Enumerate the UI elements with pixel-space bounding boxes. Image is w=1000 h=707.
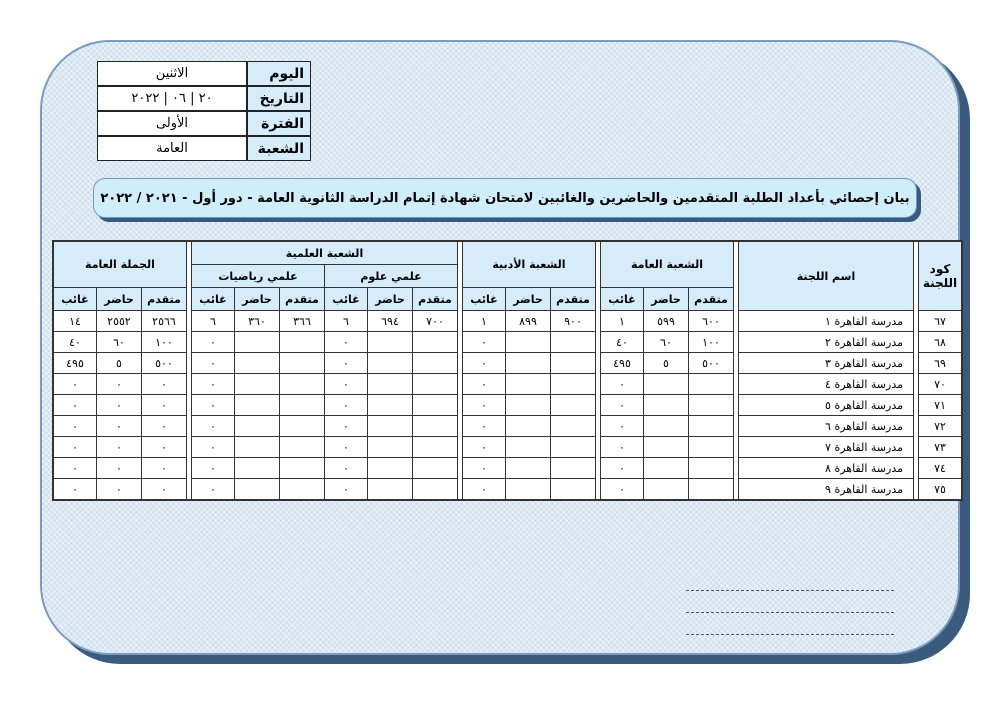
literary-present-cell bbox=[506, 374, 551, 395]
sci-science-applied-cell bbox=[413, 416, 458, 437]
committee-code-cell: ٧٥ bbox=[919, 479, 963, 501]
total-absent-cell: ٠ bbox=[53, 395, 97, 416]
sci-math-applied-cell bbox=[280, 458, 325, 479]
sci-math-absent-cell: ٠ bbox=[192, 479, 235, 501]
subheader-present: حاضر bbox=[97, 288, 142, 311]
header-sci-math: علمي رياضيات bbox=[192, 265, 325, 288]
col-gap bbox=[187, 353, 192, 374]
table-row bbox=[53, 416, 962, 437]
table-row bbox=[53, 374, 962, 395]
table-row bbox=[53, 479, 962, 501]
sci-science-applied-cell bbox=[413, 332, 458, 353]
col-gap bbox=[187, 311, 192, 332]
col-gap bbox=[458, 374, 463, 395]
col-gap bbox=[734, 374, 739, 395]
sci-science-absent-cell: ٠ bbox=[325, 416, 368, 437]
literary-present-cell bbox=[506, 416, 551, 437]
literary-absent-cell: ٠ bbox=[463, 479, 506, 501]
col-gap bbox=[596, 416, 601, 437]
info-row-day bbox=[97, 61, 311, 86]
table-row bbox=[53, 311, 962, 332]
committee-name-cell: مدرسة القاهرة ١ bbox=[739, 311, 914, 332]
col-gap bbox=[914, 479, 919, 501]
total-absent-cell: ٤٩٥ bbox=[53, 353, 97, 374]
col-gap bbox=[914, 311, 919, 332]
total-present-cell: ٠ bbox=[97, 437, 142, 458]
col-gap bbox=[458, 437, 463, 458]
subheader-applied: متقدم bbox=[413, 288, 458, 311]
col-gap bbox=[596, 332, 601, 353]
subheader-absent: غائب bbox=[192, 288, 235, 311]
total-present-cell: ٠ bbox=[97, 479, 142, 501]
col-gap bbox=[596, 479, 601, 501]
total-applied-cell: ٥٠٠ bbox=[142, 353, 187, 374]
header-general: الشعبة العامة bbox=[601, 241, 734, 288]
sci-science-present-cell bbox=[368, 332, 413, 353]
subheader-applied: متقدم bbox=[142, 288, 187, 311]
literary-absent-cell: ٠ bbox=[463, 374, 506, 395]
committee-name-cell: مدرسة القاهرة ٥ bbox=[739, 395, 914, 416]
general-absent-cell: ٤٩٥ bbox=[601, 353, 644, 374]
info-row-date bbox=[97, 86, 311, 111]
sci-science-present-cell bbox=[368, 353, 413, 374]
subheader-present: حاضر bbox=[368, 288, 413, 311]
sci-math-present-cell bbox=[235, 479, 280, 501]
sci-math-absent-cell: ٠ bbox=[192, 458, 235, 479]
general-present-cell: ٦٠ bbox=[644, 332, 689, 353]
total-applied-cell: ٠ bbox=[142, 437, 187, 458]
literary-absent-cell: ٠ bbox=[463, 458, 506, 479]
committee-code-cell: ٦٩ bbox=[919, 353, 963, 374]
total-applied-cell: ٠ bbox=[142, 374, 187, 395]
col-gap bbox=[458, 311, 463, 332]
general-absent-cell: ٠ bbox=[601, 395, 644, 416]
literary-applied-cell bbox=[551, 332, 596, 353]
table-row bbox=[53, 395, 962, 416]
committee-code-cell: ٧٢ bbox=[919, 416, 963, 437]
literary-present-cell bbox=[506, 353, 551, 374]
general-applied-cell bbox=[689, 374, 734, 395]
col-gap bbox=[187, 395, 192, 416]
col-gap bbox=[596, 458, 601, 479]
header-total: الجملة العامة bbox=[53, 241, 187, 288]
literary-present-cell bbox=[506, 479, 551, 501]
total-present-cell: ٦٠ bbox=[97, 332, 142, 353]
sci-math-absent-cell: ٠ bbox=[192, 353, 235, 374]
sci-science-applied-cell bbox=[413, 479, 458, 501]
sci-math-applied-cell bbox=[280, 395, 325, 416]
sci-math-applied-cell: ٣٦٦ bbox=[280, 311, 325, 332]
col-gap bbox=[596, 395, 601, 416]
col-gap bbox=[596, 437, 601, 458]
sci-science-applied-cell bbox=[413, 458, 458, 479]
section-value: العامة bbox=[97, 136, 247, 161]
sci-math-applied-cell bbox=[280, 353, 325, 374]
sci-science-present-cell bbox=[368, 416, 413, 437]
col-gap bbox=[458, 416, 463, 437]
signature-line-1 bbox=[686, 590, 894, 591]
col-gap bbox=[187, 437, 192, 458]
col-gap bbox=[187, 374, 192, 395]
header-sci-science: علمي علوم bbox=[325, 265, 458, 288]
committee-code-cell: ٧٠ bbox=[919, 374, 963, 395]
total-applied-cell: ٠ bbox=[142, 479, 187, 501]
committee-name-cell: مدرسة القاهرة ٩ bbox=[739, 479, 914, 501]
col-gap bbox=[596, 353, 601, 374]
general-absent-cell: ٠ bbox=[601, 458, 644, 479]
subheader-absent: غائب bbox=[601, 288, 644, 311]
table-row bbox=[53, 437, 962, 458]
sci-science-present-cell bbox=[368, 437, 413, 458]
general-applied-cell bbox=[689, 479, 734, 501]
header-name: اسم اللجنة bbox=[739, 241, 914, 311]
report-title-banner bbox=[93, 178, 917, 218]
sci-math-present-cell bbox=[235, 437, 280, 458]
general-applied-cell bbox=[689, 416, 734, 437]
general-absent-cell: ٠ bbox=[601, 416, 644, 437]
total-applied-cell: ٠ bbox=[142, 395, 187, 416]
col-gap bbox=[187, 479, 192, 501]
col-gap bbox=[187, 332, 192, 353]
total-present-cell: ٠ bbox=[97, 374, 142, 395]
subheader-present: حاضر bbox=[506, 288, 551, 311]
sci-math-applied-cell bbox=[280, 437, 325, 458]
total-absent-cell: ٠ bbox=[53, 479, 97, 501]
col-gap bbox=[187, 416, 192, 437]
total-absent-cell: ٠ bbox=[53, 458, 97, 479]
col-gap bbox=[458, 353, 463, 374]
sci-math-present-cell bbox=[235, 353, 280, 374]
general-absent-cell: ٠ bbox=[601, 437, 644, 458]
general-present-cell bbox=[644, 395, 689, 416]
total-present-cell: ٢٥٥٢ bbox=[97, 311, 142, 332]
col-gap bbox=[734, 458, 739, 479]
sci-math-present-cell: ٣٦٠ bbox=[235, 311, 280, 332]
general-present-cell bbox=[644, 458, 689, 479]
subheader-applied: متقدم bbox=[280, 288, 325, 311]
table-row bbox=[53, 458, 962, 479]
literary-absent-cell: ٠ bbox=[463, 332, 506, 353]
sci-science-present-cell: ٦٩٤ bbox=[368, 311, 413, 332]
total-applied-cell: ٢٥٦٦ bbox=[142, 311, 187, 332]
committee-name-cell: مدرسة القاهرة ٣ bbox=[739, 353, 914, 374]
literary-applied-cell bbox=[551, 374, 596, 395]
sci-science-present-cell bbox=[368, 395, 413, 416]
header-code: كود اللجنة bbox=[919, 241, 963, 311]
total-absent-cell: ٠ bbox=[53, 374, 97, 395]
sci-math-present-cell bbox=[235, 395, 280, 416]
sci-math-present-cell bbox=[235, 458, 280, 479]
date-value: ٢٠ | ٠٦ | ٢٠٢٢ bbox=[97, 86, 247, 111]
info-row-period bbox=[97, 111, 311, 136]
committee-name-cell: مدرسة القاهرة ٧ bbox=[739, 437, 914, 458]
sci-science-absent-cell: ٠ bbox=[325, 332, 368, 353]
col-gap bbox=[914, 332, 919, 353]
signature-line-3 bbox=[686, 634, 894, 635]
literary-applied-cell bbox=[551, 479, 596, 501]
general-absent-cell: ٠ bbox=[601, 479, 644, 501]
committee-name-cell: مدرسة القاهرة ٤ bbox=[739, 374, 914, 395]
day-value: الاثنين bbox=[97, 61, 247, 86]
col-gap bbox=[914, 458, 919, 479]
committee-code-cell: ٦٨ bbox=[919, 332, 963, 353]
sci-math-applied-cell bbox=[280, 416, 325, 437]
literary-absent-cell: ١ bbox=[463, 311, 506, 332]
col-gap bbox=[458, 332, 463, 353]
general-present-cell bbox=[644, 437, 689, 458]
total-present-cell: ٠ bbox=[97, 458, 142, 479]
sci-math-applied-cell bbox=[280, 374, 325, 395]
general-present-cell bbox=[644, 416, 689, 437]
committee-code-cell: ٧١ bbox=[919, 395, 963, 416]
total-absent-cell: ٠ bbox=[53, 416, 97, 437]
sci-science-absent-cell: ٠ bbox=[325, 458, 368, 479]
general-applied-cell bbox=[689, 458, 734, 479]
col-gap bbox=[734, 311, 739, 332]
section-label: الشعبة bbox=[247, 136, 311, 161]
total-present-cell: ٠ bbox=[97, 416, 142, 437]
literary-applied-cell bbox=[551, 458, 596, 479]
committee-code-cell: ٧٣ bbox=[919, 437, 963, 458]
col-gap bbox=[734, 479, 739, 501]
col-gap bbox=[914, 353, 919, 374]
period-label: الفترة bbox=[247, 111, 311, 136]
total-absent-cell: ٤٠ bbox=[53, 332, 97, 353]
sci-math-absent-cell: ٦ bbox=[192, 311, 235, 332]
sci-science-absent-cell: ٦ bbox=[325, 311, 368, 332]
header-scientific: الشعبة العلمية bbox=[192, 241, 458, 265]
literary-applied-cell: ٩٠٠ bbox=[551, 311, 596, 332]
sci-math-present-cell bbox=[235, 332, 280, 353]
literary-present-cell bbox=[506, 332, 551, 353]
total-absent-cell: ١٤ bbox=[53, 311, 97, 332]
sci-science-absent-cell: ٠ bbox=[325, 353, 368, 374]
literary-applied-cell bbox=[551, 353, 596, 374]
table-body bbox=[53, 311, 962, 501]
period-value: الأولى bbox=[97, 111, 247, 136]
general-applied-cell bbox=[689, 395, 734, 416]
sci-math-applied-cell bbox=[280, 332, 325, 353]
total-absent-cell: ٠ bbox=[53, 437, 97, 458]
literary-present-cell: ٨٩٩ bbox=[506, 311, 551, 332]
sci-math-present-cell bbox=[235, 416, 280, 437]
date-label: التاريخ bbox=[247, 86, 311, 111]
general-present-cell bbox=[644, 479, 689, 501]
subheader-absent: غائب bbox=[325, 288, 368, 311]
signature-line-2 bbox=[686, 612, 894, 613]
col-gap bbox=[734, 395, 739, 416]
literary-present-cell bbox=[506, 395, 551, 416]
report-title: بيان إحصائي بأعداد الطلبة المتقدمين والحاضرين والغائبين لامتحان شهادة إتمام الدراسة الثانوية العامة - دور أول - ٢٠٢١ / ٢٠٢٢ bbox=[100, 190, 910, 206]
sci-science-applied-cell: ٧٠٠ bbox=[413, 311, 458, 332]
col-gap bbox=[914, 416, 919, 437]
literary-applied-cell bbox=[551, 437, 596, 458]
total-applied-cell: ٠ bbox=[142, 416, 187, 437]
col-gap bbox=[596, 374, 601, 395]
sci-math-applied-cell bbox=[280, 479, 325, 501]
literary-present-cell bbox=[506, 437, 551, 458]
total-present-cell: ٥ bbox=[97, 353, 142, 374]
col-gap bbox=[734, 332, 739, 353]
col-gap bbox=[914, 395, 919, 416]
general-absent-cell: ٤٠ bbox=[601, 332, 644, 353]
total-applied-cell: ١٠٠ bbox=[142, 332, 187, 353]
sci-math-absent-cell: ٠ bbox=[192, 374, 235, 395]
committee-name-cell: مدرسة القاهرة ٨ bbox=[739, 458, 914, 479]
sci-science-applied-cell bbox=[413, 437, 458, 458]
sci-science-absent-cell: ٠ bbox=[325, 437, 368, 458]
col-gap bbox=[458, 395, 463, 416]
sci-science-absent-cell: ٠ bbox=[325, 395, 368, 416]
subheader-absent: غائب bbox=[53, 288, 97, 311]
header-literary: الشعبة الأدبية bbox=[463, 241, 596, 288]
sci-math-absent-cell: ٠ bbox=[192, 395, 235, 416]
col-gap bbox=[187, 458, 192, 479]
general-present-cell bbox=[644, 374, 689, 395]
col-gap bbox=[458, 479, 463, 501]
sci-math-present-cell bbox=[235, 374, 280, 395]
col-gap bbox=[914, 437, 919, 458]
literary-absent-cell: ٠ bbox=[463, 416, 506, 437]
general-absent-cell: ٠ bbox=[601, 374, 644, 395]
col-gap bbox=[734, 241, 739, 311]
literary-present-cell bbox=[506, 458, 551, 479]
sci-math-absent-cell: ٠ bbox=[192, 437, 235, 458]
info-row-section bbox=[97, 136, 311, 161]
committee-name-cell: مدرسة القاهرة ٦ bbox=[739, 416, 914, 437]
literary-absent-cell: ٠ bbox=[463, 437, 506, 458]
col-gap bbox=[914, 241, 919, 311]
sci-science-present-cell bbox=[368, 374, 413, 395]
sci-math-absent-cell: ٠ bbox=[192, 332, 235, 353]
total-present-cell: ٠ bbox=[97, 395, 142, 416]
sci-science-absent-cell: ٠ bbox=[325, 479, 368, 501]
sci-science-applied-cell bbox=[413, 395, 458, 416]
statistics-table bbox=[52, 240, 963, 501]
subheader-present: حاضر bbox=[644, 288, 689, 311]
total-applied-cell: ٠ bbox=[142, 458, 187, 479]
literary-applied-cell bbox=[551, 416, 596, 437]
sci-math-absent-cell: ٠ bbox=[192, 416, 235, 437]
general-applied-cell: ١٠٠ bbox=[689, 332, 734, 353]
literary-absent-cell: ٠ bbox=[463, 353, 506, 374]
col-gap bbox=[914, 374, 919, 395]
literary-absent-cell: ٠ bbox=[463, 395, 506, 416]
sci-science-applied-cell bbox=[413, 374, 458, 395]
info-table bbox=[97, 61, 311, 161]
general-present-cell: ٥ bbox=[644, 353, 689, 374]
general-present-cell: ٥٩٩ bbox=[644, 311, 689, 332]
day-label: اليوم bbox=[247, 61, 311, 86]
literary-applied-cell bbox=[551, 395, 596, 416]
sci-science-absent-cell: ٠ bbox=[325, 374, 368, 395]
table-row bbox=[53, 332, 962, 353]
table-row bbox=[53, 353, 962, 374]
committee-code-cell: ٦٧ bbox=[919, 311, 963, 332]
sci-science-present-cell bbox=[368, 479, 413, 501]
subheader-present: حاضر bbox=[235, 288, 280, 311]
general-applied-cell bbox=[689, 437, 734, 458]
subheader-absent: غائب bbox=[463, 288, 506, 311]
general-applied-cell: ٦٠٠ bbox=[689, 311, 734, 332]
committee-name-cell: مدرسة القاهرة ٢ bbox=[739, 332, 914, 353]
header-row-1 bbox=[53, 241, 962, 265]
col-gap bbox=[734, 353, 739, 374]
general-absent-cell: ١ bbox=[601, 311, 644, 332]
sci-science-applied-cell bbox=[413, 353, 458, 374]
subheader-applied: متقدم bbox=[551, 288, 596, 311]
col-gap bbox=[734, 437, 739, 458]
general-applied-cell: ٥٠٠ bbox=[689, 353, 734, 374]
sci-science-present-cell bbox=[368, 458, 413, 479]
col-gap bbox=[458, 458, 463, 479]
col-gap bbox=[734, 416, 739, 437]
col-gap bbox=[596, 311, 601, 332]
committee-code-cell: ٧٤ bbox=[919, 458, 963, 479]
subheader-applied: متقدم bbox=[689, 288, 734, 311]
